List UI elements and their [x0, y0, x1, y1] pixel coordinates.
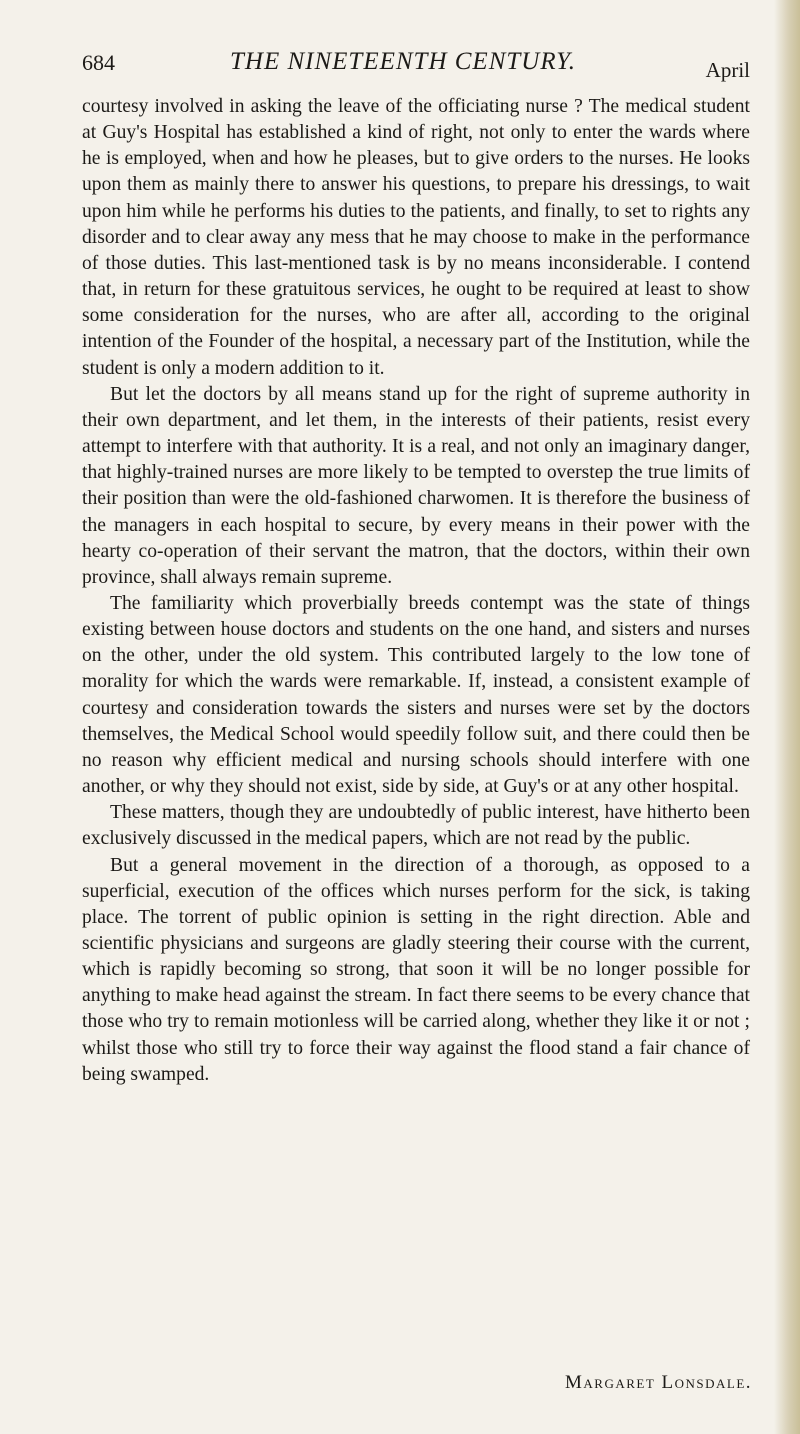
- author-signature: Margaret Lonsdale.: [565, 1372, 753, 1393]
- paragraph: But let the doctors by all means stand up for the right of supreme authority in their own department, and let them, in the interests of their patients, resist every attempt to interfere with that authority. It is a real, and not only an imaginary danger, that highly-trained nurses are more likely to be tempted to overstep the true limits of their position than were the old-fashioned charwomen. It is therefore the business of the managers in each hospital to secure, by every means in their power with the hearty co-operation of their servant the matron, that the doctors, within their own province, shall always remain supreme.: [82, 383, 750, 588]
- running-title: THE NINETEENTH CENTURY.: [230, 48, 577, 75]
- page-edge-shadow: [774, 0, 800, 1434]
- paragraph: But a general movement in the direction of a thorough, as opposed to a superficial, execution of the offices which nurses perform for the sick, is taking place. The torrent of public opinion is setting in the right direction. Able and scientific physicians and surgeons are gladly steering their course with the current, which is rapidly becoming so strong, that soon it will be no longer possible for anything to make head against the stream. In fact there seems to be every chance that those who try to remain motionless will be carried along, whether they like it or not ; whilst those who still try to force their way against the flood stand a fair chance of being swamped.: [82, 854, 750, 1085]
- page-header: [82, 44, 750, 84]
- header-month: April: [705, 58, 750, 82]
- paragraph: These matters, though they are undoubtedly of public interest, have hitherto been exclusively discussed in the medical papers, which are not read by the public.: [82, 802, 750, 850]
- page-number: 684: [82, 50, 115, 75]
- paragraph: The familiarity which proverbially breeds contempt was the state of things existing between house doctors and students on the one hand, and sisters and nurses on the other, under the old system. This contributed largely to the low tone of morality for which the wards were remarkable. If, instead, a consistent example of courtesy and consideration towards the sisters and nurses were set by the doctors themselves, the Medical School would speedily follow suit, and there could then be no reason why efficient medical and nursing schools should interfere with one another, or why they should not exist, side by side, at Guy's or at any other hospital.: [82, 592, 750, 798]
- paragraph: courtesy involved in asking the leave of the officiating nurse ? The medical student at Guy's Hospital has established a kind of right, not only to enter the wards where he is employed, when and how he pleases, but to give orders to the nurses. He looks upon them as mainly there to answer his questions, to prepare his dressings, to wait upon him while he performs his duties to the patients, and finally, to set to rights any disorder and to clear away any mess that he may choose to make in the performance of those duties. This last-mentioned task is by no means inconsiderable. I contend that, in return for these gratuitous services, he ought to be required at least to show some consideration for the nurses, who are after all, according to the original intention of the Founder of the hospital, a necessary part of the Institution, while the student is only a modern addition to it.: [82, 96, 750, 379]
- article-body: [82, 94, 750, 1088]
